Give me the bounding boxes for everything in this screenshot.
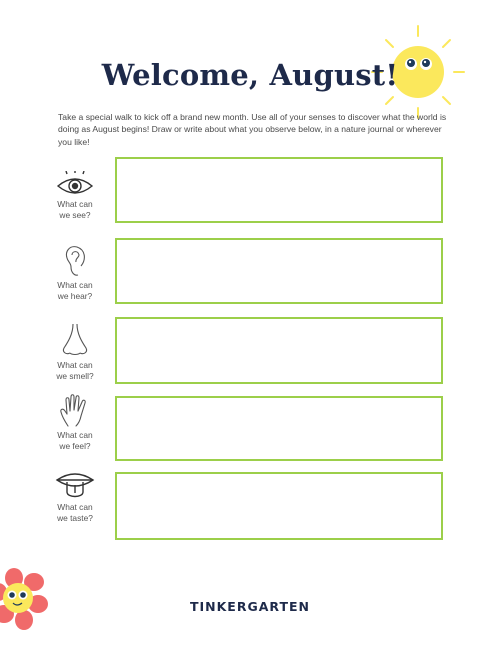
observation-box-hear[interactable] (115, 238, 443, 304)
page-title: Welcome, August! (101, 58, 399, 92)
sense-label: What can we see? (57, 199, 93, 220)
intro-text: Take a special walk to kick off a brand new month. Use all of your senses to discover what the world is doing as August begins! Draw or write about what you observe below, in a nature journal or wherever you like! (58, 112, 447, 147)
sense-row-feel (40, 396, 450, 461)
observation-box-see[interactable] (115, 157, 443, 223)
hand-icon (58, 394, 92, 428)
nose-icon (58, 322, 92, 358)
brand-logo: TINKERGARTEN (189, 599, 310, 614)
sense-label: What can we taste? (57, 502, 93, 523)
observation-box-feel[interactable] (115, 396, 443, 461)
sense-label: What can we hear? (57, 280, 93, 301)
observation-box-smell[interactable] (115, 317, 443, 384)
sense-row-see (40, 157, 450, 223)
sense-label: What can we feel? (57, 430, 93, 451)
sense-row-taste (40, 472, 450, 540)
sense-row-smell (40, 317, 450, 384)
sense-label: What can we smell? (56, 360, 94, 381)
ear-icon (62, 244, 88, 278)
tongue-icon (54, 470, 96, 500)
observation-box-taste[interactable] (115, 472, 443, 540)
eye-icon (55, 171, 95, 197)
sense-row-hear (40, 238, 450, 304)
